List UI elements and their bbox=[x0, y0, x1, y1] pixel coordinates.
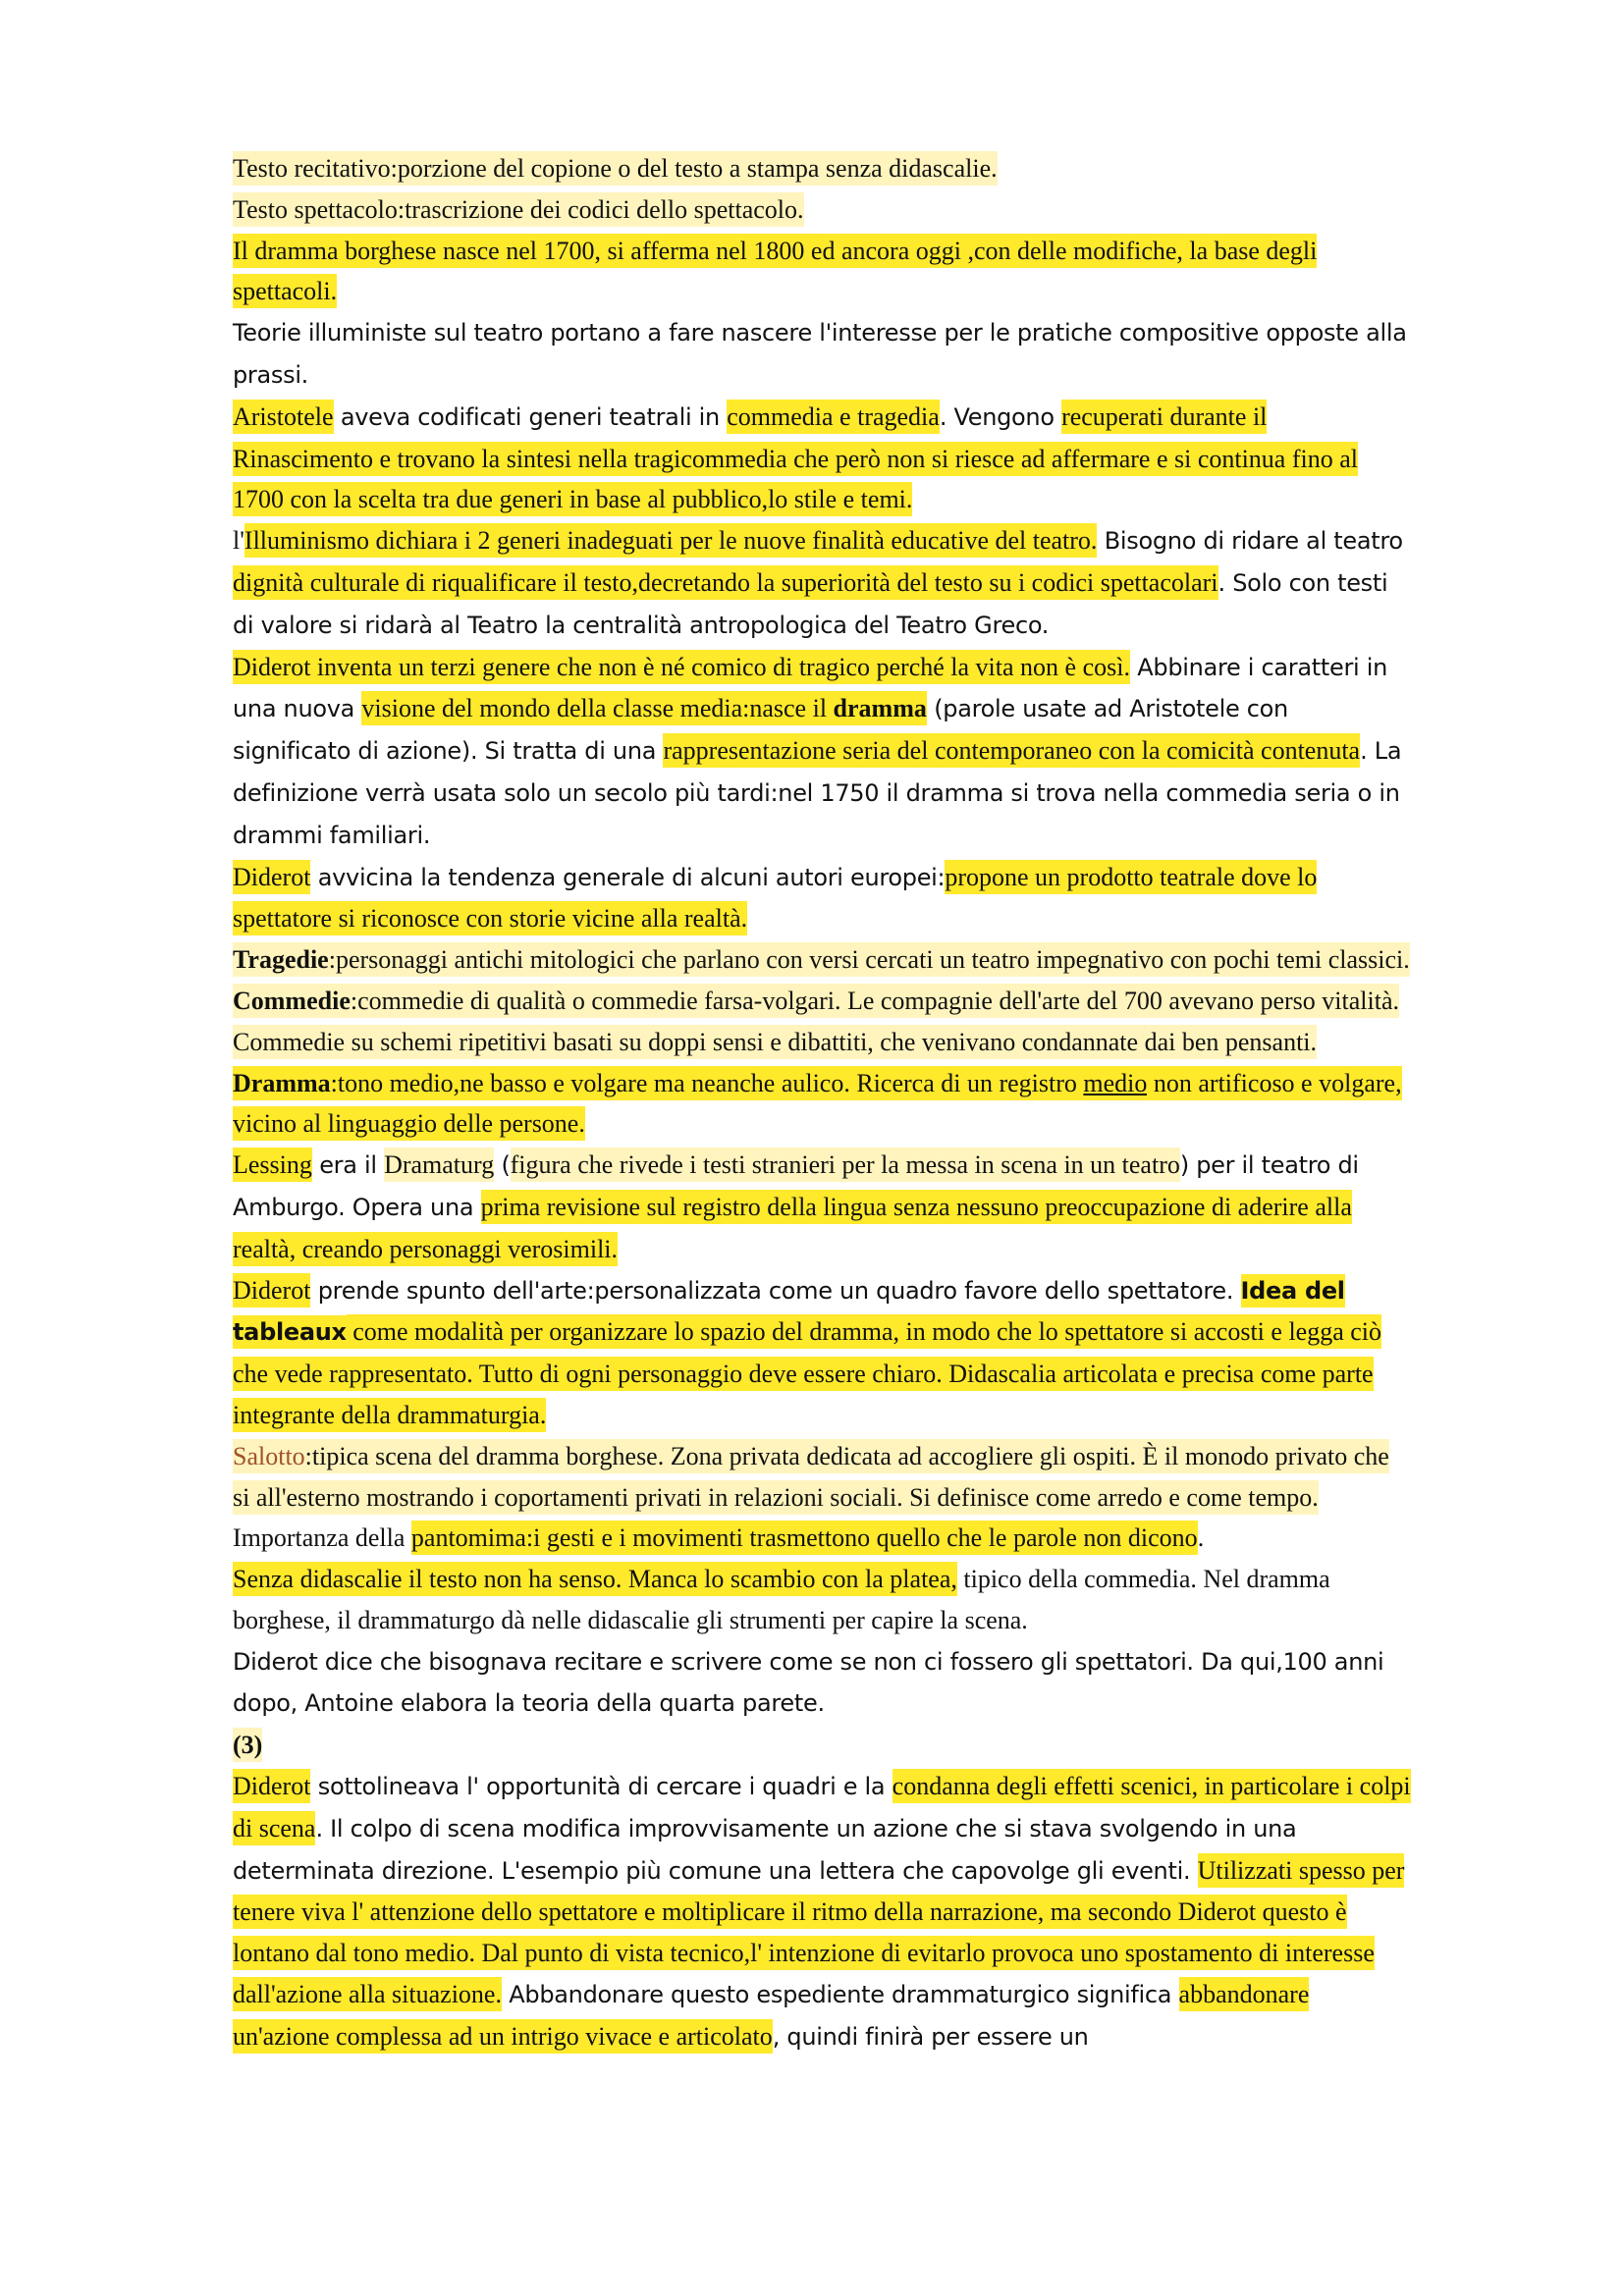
text-run: Il dramma borghese nasce nel 1700, si afferma nel 1800 ed ancora oggi ,con delle modifiche, la base degli spettacoli. bbox=[233, 234, 1317, 309]
text-run: Senza didascalie il testo non ha senso. Manca lo scambio con la platea, bbox=[233, 1562, 957, 1596]
text-run: . Il colpo di scena modifica improvvisamente un azione che si stava svolgendo in una determinata direzione. L'esempio più comune una lettera che capovolge gli eventi. bbox=[233, 1814, 1297, 1885]
text-run: :tono medio,ne basso e volgare ma neanche aulico. Ricerca di un registro bbox=[331, 1066, 1084, 1100]
text-run: Diderot inventa un terzi genere che non è né comico di tragico perché la vita non è così. bbox=[233, 650, 1130, 684]
paragraph bbox=[233, 857, 1411, 940]
text-run: , quindi finirà per essere un bbox=[772, 2022, 1089, 2051]
text-run: Tragedie bbox=[233, 942, 329, 977]
paragraph bbox=[233, 1559, 1411, 1641]
text-run: Diderot dice che bisognava recitare e scrivere come se non ci fossero gli spettatori. Da qui,100 anni dopo, Antoine elabora la teoria della quarta parete. bbox=[233, 1647, 1384, 1718]
paragraph bbox=[233, 231, 1411, 313]
text-run: visione del mondo della classe media:nasce il bbox=[361, 691, 833, 725]
text-run: figura che rivede i testi stranieri per la messa in scena in un teatro bbox=[511, 1148, 1180, 1182]
text-run: tipico della commedia. Nel dramma borghese, il drammaturgo dà nelle didascalie gli strumenti per capire la scena. bbox=[233, 1565, 1330, 1634]
text-run: prende spunto dell'arte:personalizzata come un quadro favore dello spettatore. bbox=[310, 1276, 1241, 1305]
text-run: commedia e tragedia bbox=[727, 400, 940, 434]
text-run: avvicina la tendenza generale di alcuni autori europei: bbox=[310, 863, 946, 891]
text-run: Utilizzati spesso per tenere viva l' attenzione dello spettatore e moltiplicare il ritmo della narrazione, ma secondo Diderot questo è lontano dal tono medio. Dal punto di vista tecnico,l' intenzione di evitarlo provoca uno spostamento di interesse dall'azione alla situazione. bbox=[233, 1853, 1404, 2011]
text-run: l' bbox=[233, 526, 244, 556]
text-run: Idea del tableaux bbox=[233, 1274, 1345, 1350]
paragraph bbox=[233, 520, 1411, 646]
text-run: aveva codificati generi teatrali in bbox=[333, 402, 728, 431]
document-page bbox=[233, 148, 1411, 2058]
text-run: propone un prodotto teatrale dove lo spettatore si riconosce con storie vicine alla realtà. bbox=[233, 860, 1317, 936]
text-run: Dramaturg bbox=[384, 1148, 494, 1182]
text-run: Abbinare i caratteri in una nuova bbox=[233, 653, 1388, 723]
paragraph bbox=[233, 939, 1411, 981]
text-run: Illuminismo dichiara i 2 generi inadeguati per le nuove finalità educative del teatro. bbox=[244, 523, 1098, 558]
text-run: :personaggi antichi mitologici che parlano con versi cercati un teatro impegnativo con pochi temi classici. bbox=[329, 942, 1410, 977]
text-run: ( bbox=[494, 1151, 511, 1180]
text-run: dignità culturale di riqualificare il testo,decretando la superiorità del testo su i codici spettacolari bbox=[233, 565, 1218, 600]
text-run: Importanza della bbox=[233, 1523, 411, 1553]
paragraph bbox=[233, 189, 1411, 231]
text-run: prima revisione sul registro della lingua senza nessuno preoccupazione di aderire alla realtà, creando personaggi verosimili. bbox=[233, 1190, 1352, 1266]
text-run: Testo spettacolo:trascrizione dei codici dello spettacolo. bbox=[233, 192, 804, 227]
text-run: Dramma bbox=[233, 1066, 331, 1100]
text-run: Diderot bbox=[233, 1769, 310, 1803]
paragraph bbox=[233, 312, 1411, 397]
text-run: dramma bbox=[834, 691, 927, 725]
paragraph bbox=[233, 1145, 1411, 1269]
paragraph bbox=[233, 981, 1411, 1063]
text-run: Bisogno di ridare al teatro bbox=[1097, 527, 1403, 556]
text-run: :tipica scena del dramma borghese. Zona privata dedicata ad accogliere gli ospiti. È il monodo privato che si all'esterno mostrando i coportamenti privati in relazioni sociali. Si definisce come arredo e come tempo. bbox=[233, 1439, 1389, 1515]
text-run: condanna degli effetti scenici, in particolare i colpi di scena bbox=[233, 1769, 1411, 1845]
text-run: come modalità per organizzare lo spazio del dramma, in modo che lo spettatore si accosti e legga ciò che vede rappresentato. Tutto di ogni personaggio deve essere chiaro. Didascalia articolata e precisa come parte integrante della drammaturgia. bbox=[233, 1314, 1381, 1432]
text-run: . Solo con testi di valore si ridarà al Teatro la centralità antropologica del Teatro Greco. bbox=[233, 568, 1388, 639]
paragraph bbox=[233, 1641, 1411, 1726]
text-run: Diderot bbox=[233, 860, 310, 894]
text-run: Diderot bbox=[233, 1273, 310, 1308]
paragraph bbox=[233, 1436, 1411, 1519]
paragraph bbox=[233, 1518, 1411, 1559]
text-run: Testo recitativo:porzione del copione o del testo a stampa senza didascalie. bbox=[233, 151, 998, 186]
text-run: recuperati durante il Rinascimento e trovano la sintesi nella tragicommedia che però non si riesce ad affermare e si continua fino al 1700 con la scelta tra due generi in base al pubblico,lo stile e temi. bbox=[233, 400, 1358, 517]
paragraph bbox=[233, 1725, 1411, 1766]
text-run: . Vengono bbox=[939, 402, 1062, 431]
text-run: Salotto bbox=[233, 1439, 305, 1473]
text-run: :commedie di qualità o commedie farsa-volgari. Le compagnie dell'arte del 700 avevano perso vitalità. Commedie su schemi ripetitivi basati su doppi sensi e dibattiti, che venivano condannate dai ben pensanti. bbox=[233, 984, 1399, 1059]
text-run: Aristotele bbox=[233, 400, 334, 434]
paragraph bbox=[233, 647, 1411, 857]
text-run: Commedie bbox=[233, 984, 351, 1018]
text-run: . La definizione verrà usata solo un secolo più tardi:nel 1750 il dramma si trova nella commedia seria o in drammi familiari. bbox=[233, 737, 1402, 849]
text-run: ) per il teatro di Amburgo. Opera una bbox=[233, 1151, 1359, 1221]
paragraph bbox=[233, 1766, 1411, 2058]
text-run: sottolineava l' opportunità di cercare i quadri e la bbox=[310, 1773, 893, 1801]
paragraph bbox=[233, 1270, 1411, 1436]
paragraph bbox=[233, 397, 1411, 520]
text-run: . bbox=[1197, 1523, 1205, 1553]
text-run: Teorie illuministe sul teatro portano a fare nascere l'interesse per le pratiche compositive opposte alla prassi. bbox=[233, 319, 1407, 389]
text-run: non artificoso e volgare, vicino al linguaggio delle persone. bbox=[233, 1066, 1402, 1142]
text-run: rappresentazione seria del contemporaneo con la comicità contenuta bbox=[663, 733, 1360, 768]
text-run: medio bbox=[1083, 1066, 1147, 1100]
text-run: Abbandonare questo espediente drammaturgico significa bbox=[501, 1981, 1179, 2009]
text-run: (3) bbox=[233, 1728, 262, 1762]
paragraph bbox=[233, 1063, 1411, 1146]
text-run: (parole usate ad Aristotele con significato di azione). Si tratta di una bbox=[233, 695, 1288, 766]
paragraph bbox=[233, 148, 1411, 189]
text-run: Lessing bbox=[233, 1148, 312, 1182]
text-run: abbandonare un'azione complessa ad un intrigo vivace e articolato bbox=[233, 1977, 1309, 2054]
text-run: era il bbox=[311, 1151, 385, 1180]
text-run: pantomima:i gesti e i movimenti trasmettono quello che le parole non dicono bbox=[411, 1521, 1198, 1555]
